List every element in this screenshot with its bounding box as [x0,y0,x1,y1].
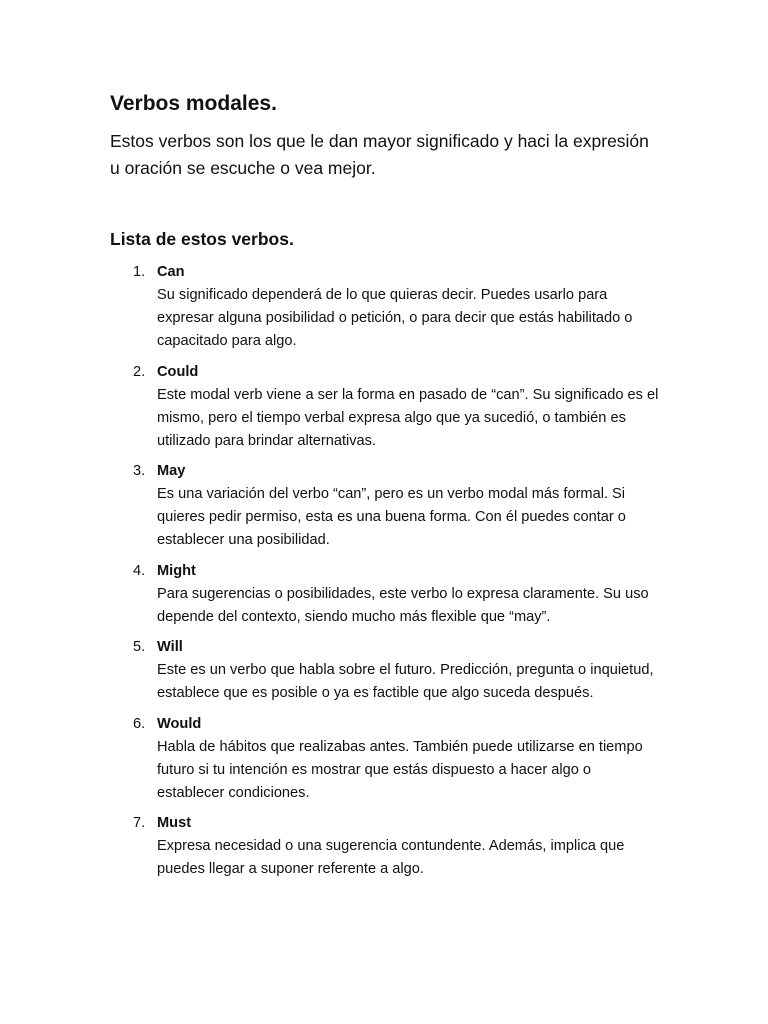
list-item [110,261,670,353]
list-item [110,713,670,805]
list-item-number: 5. [133,639,146,655]
list-item-verb: Must [157,815,192,831]
list-item-verb: Can [157,264,185,280]
list-heading: Lista de estos verbos. [110,229,294,249]
list-item [110,812,670,881]
list-item-description: Este es un verbo que habla sobre el futuro. Predicción, pregunta o inquietud, establece que es posible o ya es factible que algo suceda después. [157,662,654,701]
list-item-number: 3. [133,463,146,479]
list-item-verb: Could [157,363,199,380]
list-item-description: Este modal verb viene a ser la forma en pasado de “can”. Su significado es el mismo, pero el tiempo verbal expresa algo que ya sucedió, o también es utilizado para brindar alternativas. [157,386,659,449]
list-item-verb: Would [157,715,202,732]
list-item-description: Habla de hábitos que realizabas antes. También puede utilizarse en tiempo futuro si tu intención es mostrar que estás dispuesto a hacer algo o establecer condiciones. [157,738,643,801]
list-item-number: 1. [133,264,146,280]
intro-paragraph: Estos verbos son los que le dan mayor significado y haci la expresión u oración se escuche o vea mejor. [110,131,649,178]
list-item [110,636,670,705]
list-item [110,560,670,629]
list-item-description: Su significado dependerá de lo que quieras decir. Puedes usarlo para expresar alguna posibilidad o petición, o para decir que estás habilitado o capacitado para algo. [157,287,633,349]
list-item-description: Es una variación del verbo “can”, pero es un verbo modal más formal. Si quieres pedir permiso, esta es una buena forma. Con él puedes contar o establecer una posibilidad. [157,486,626,548]
list-item-number: 2. [133,363,146,380]
list-item-verb: Will [157,639,183,655]
list-item-description: Expresa necesidad o una sugerencia contundente. Además, implica que puedes llegar a suponer referente a algo. [157,838,625,877]
list-item-number: 6. [133,715,146,732]
list-item-description: Para sugerencias o posibilidades, este verbo lo expresa claramente. Su uso depende del contexto, siendo mucho más flexible que “may”. [157,585,649,625]
list-item-number: 7. [133,815,146,831]
list-item-number: 4. [133,562,146,579]
list-item [110,361,670,453]
page-title: Verbos modales. [110,92,277,115]
list-item-verb: Might [157,562,196,579]
list-item [110,460,670,552]
list-item-verb: May [157,463,186,479]
verb-list [110,261,670,889]
